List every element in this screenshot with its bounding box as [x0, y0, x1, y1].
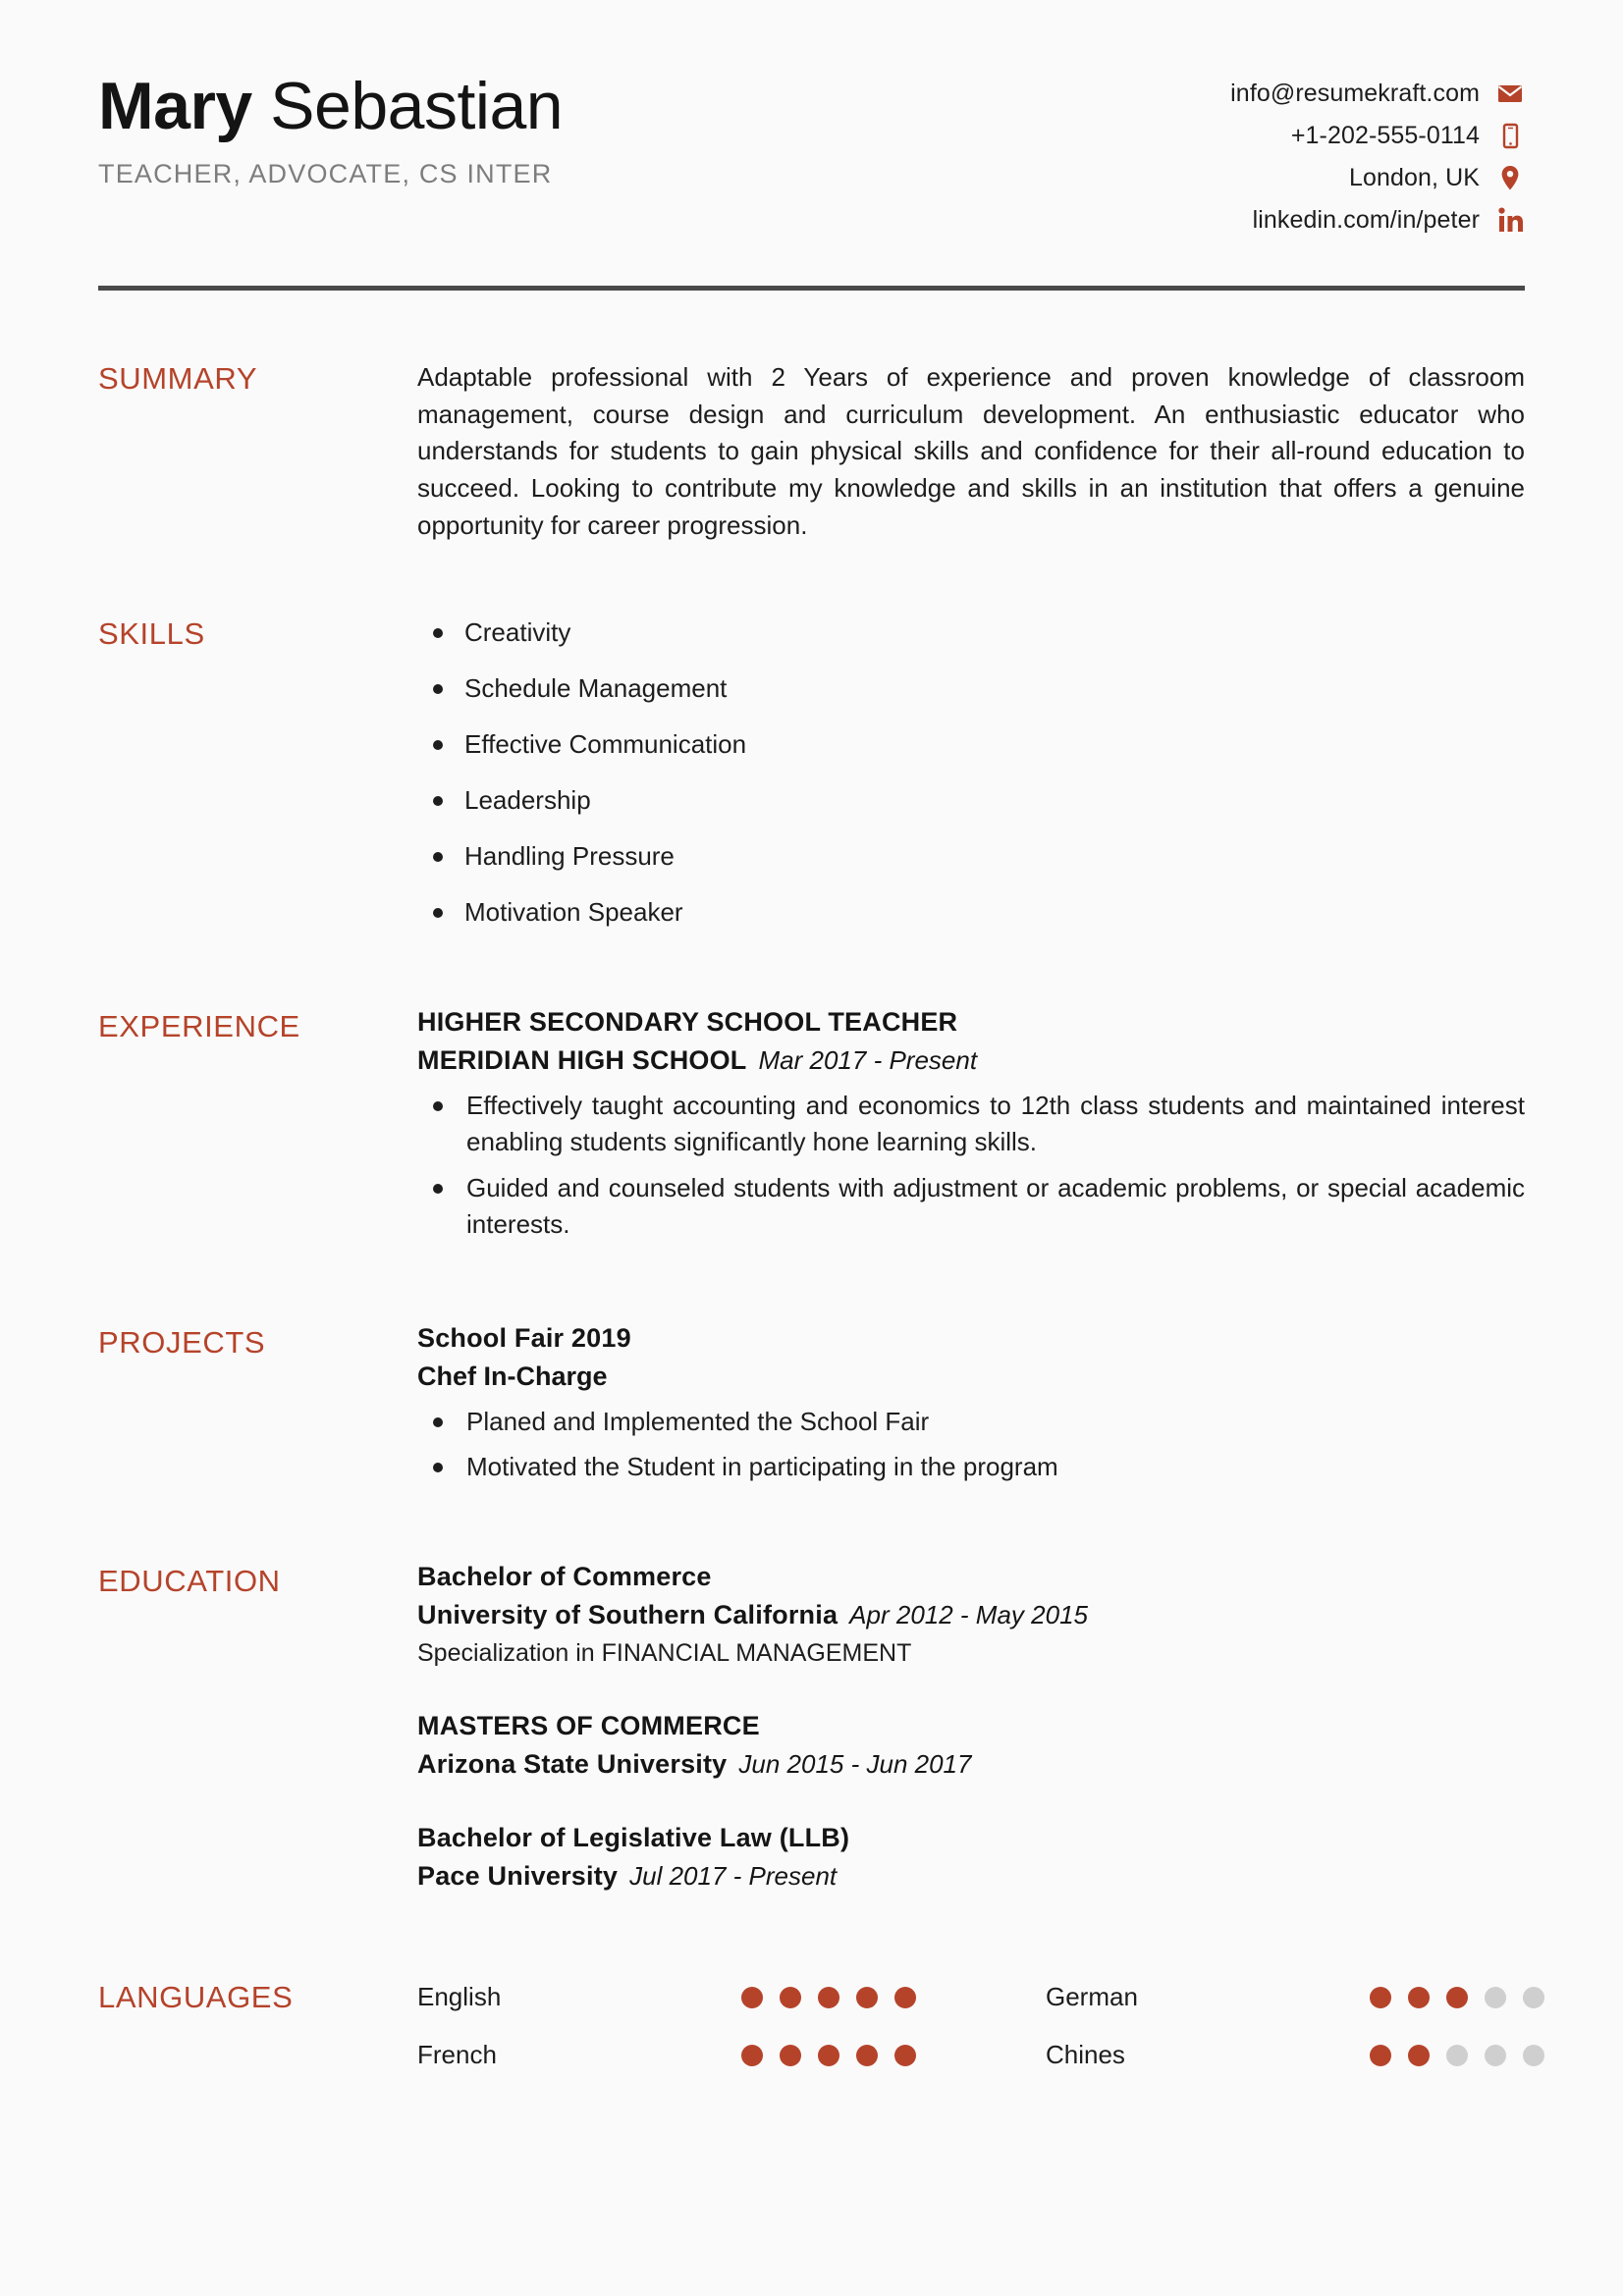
- education-date: Jul 2017 - Present: [629, 1861, 838, 1892]
- language-rating: [1370, 1987, 1544, 2008]
- rating-dot-filled: [856, 1987, 878, 2008]
- project-title: School Fair 2019: [417, 1322, 631, 1353]
- contact-row-email[interactable]: [1230, 79, 1525, 108]
- list-item: Handling Pressure: [417, 838, 1525, 875]
- summary-body: [417, 359, 1525, 544]
- email-text: info@resumekraft.com: [1230, 79, 1480, 107]
- section-label-projects: PROJECTS: [98, 1324, 266, 1360]
- section-summary: [98, 359, 1525, 544]
- language-rating: [741, 2045, 1046, 2066]
- project-entry: [417, 1323, 1525, 1486]
- header-divider: [98, 286, 1525, 291]
- institution-line: [417, 1749, 1525, 1780]
- section-education: [98, 1562, 1525, 1892]
- section-projects: [98, 1323, 1525, 1486]
- map-pin-icon: [1495, 163, 1525, 192]
- list-item: Motivated the Student in participating in the program: [417, 1449, 1525, 1485]
- degree-title: Bachelor of Legislative Law (LLB): [417, 1823, 850, 1853]
- language-rating: [1370, 2045, 1544, 2066]
- list-item: Schedule Management: [417, 670, 1525, 707]
- identity-block: [98, 65, 563, 189]
- education-date: Jun 2015 - Jun 2017: [738, 1749, 972, 1780]
- section-label-experience: EXPERIENCE: [98, 1008, 300, 1043]
- education-entry: [417, 1823, 1525, 1892]
- list-item: Creativity: [417, 614, 1525, 651]
- languages-grid: [417, 1978, 1525, 2070]
- language-name: English: [417, 1982, 502, 2012]
- experience-body: [417, 1007, 1525, 1243]
- candidate-headline: TEACHER, ADVOCATE, CS INTER: [98, 159, 553, 188]
- list-item: Effectively taught accounting and economics to 12th class students and maintained interest enabling students significantly hone learning skills.: [417, 1088, 1525, 1160]
- section-label-summary: SUMMARY: [98, 361, 258, 396]
- rating-dot-filled: [1408, 2045, 1430, 2066]
- rating-dot-filled: [741, 2045, 763, 2066]
- rating-dot-empty: [1523, 2045, 1544, 2066]
- education-note: Specialization in FINANCIAL MANAGEMENT: [417, 1639, 912, 1668]
- rating-dot-filled: [1370, 1987, 1391, 2008]
- job-date: Mar 2017 - Present: [758, 1044, 978, 1075]
- section-languages: [98, 1978, 1525, 2070]
- linkedin-icon: [1495, 205, 1525, 235]
- rating-dot-filled: [1408, 1987, 1430, 2008]
- section-experience: [98, 1007, 1525, 1243]
- rating-dot-filled: [818, 2045, 839, 2066]
- rating-dot-filled: [780, 1987, 801, 2008]
- language-name: Chines: [1046, 2040, 1125, 2070]
- institution-name: Arizona State University: [417, 1749, 728, 1780]
- project-bullets: [417, 1404, 1525, 1486]
- job-title: HIGHER SECONDARY SCHOOL TEACHER: [417, 1006, 958, 1037]
- education-entry: [417, 1711, 1525, 1780]
- given-name: Mary: [98, 69, 252, 143]
- education-entry: [417, 1562, 1525, 1668]
- language-name: French: [417, 2040, 497, 2070]
- job-organization: MERIDIAN HIGH SCHOOL: [417, 1044, 747, 1075]
- contact-block: [1230, 65, 1525, 235]
- degree-title: Bachelor of Commerce: [417, 1562, 712, 1592]
- language-rating: [741, 1987, 1046, 2008]
- section-label-education: EDUCATION: [98, 1564, 281, 1599]
- list-item: Guided and counseled students with adjustment or academic problems, or special academic interests.: [417, 1170, 1525, 1243]
- institution-line: [417, 1600, 1525, 1630]
- summary-text: Adaptable professional with 2 Years of experience and proven knowledge of classroom management, course design and curriculum development. An enthusiastic educator who understands for students to gain physical skills and confidence for their all-round education to succeed. Looking to contribute my knowledge and skills in an institution that offers a genuine opportunity for career progression.: [417, 362, 1525, 540]
- section-label-languages: LANGUAGES: [98, 1980, 294, 2015]
- institution-name: Pace University: [417, 1861, 619, 1892]
- rating-dot-filled: [818, 1987, 839, 2008]
- linkedin-text: linkedin.com/in/peter: [1252, 205, 1480, 234]
- section-skills: [98, 614, 1525, 930]
- job-org-line: [417, 1045, 1525, 1076]
- rating-dot-empty: [1523, 1987, 1544, 2008]
- rating-dot-filled: [741, 1987, 763, 2008]
- skills-list: [417, 614, 1525, 930]
- degree-title: MASTERS OF COMMERCE: [417, 1711, 760, 1741]
- institution-name: University of Southern California: [417, 1600, 839, 1630]
- languages-body: [417, 1978, 1525, 2070]
- rating-dot-filled: [894, 1987, 916, 2008]
- projects-body: [417, 1323, 1525, 1486]
- section-label-skills: SKILLS: [98, 616, 205, 652]
- contact-row-phone[interactable]: [1291, 121, 1525, 150]
- list-item: Planed and Implemented the School Fair: [417, 1404, 1525, 1440]
- resume-header: [98, 0, 1525, 235]
- mobile-phone-icon: [1495, 121, 1525, 150]
- contact-row-location[interactable]: [1349, 163, 1525, 192]
- contact-row-linkedin[interactable]: [1253, 205, 1525, 235]
- list-item: Motivation Speaker: [417, 894, 1525, 931]
- project-role: Chef In-Charge: [417, 1361, 608, 1391]
- education-date: Apr 2012 - May 2015: [849, 1600, 1088, 1630]
- experience-entry: [417, 1007, 1525, 1243]
- list-item: Leadership: [417, 782, 1525, 819]
- language-name: German: [1046, 1982, 1138, 2012]
- family-name: Sebastian: [270, 69, 564, 143]
- list-item: Effective Communication: [417, 726, 1525, 763]
- rating-dot-empty: [1485, 2045, 1506, 2066]
- rating-dot-empty: [1485, 1987, 1506, 2008]
- candidate-name: [98, 69, 564, 143]
- rating-dot-filled: [1370, 2045, 1391, 2066]
- skills-body: [417, 614, 1525, 930]
- phone-text: +1-202-555-0114: [1290, 121, 1480, 149]
- institution-line: [417, 1861, 1525, 1892]
- location-text: London, UK: [1348, 163, 1480, 191]
- experience-bullets: [417, 1088, 1525, 1243]
- envelope-icon: [1495, 79, 1525, 108]
- education-body: [417, 1562, 1525, 1892]
- rating-dot-filled: [1446, 1987, 1468, 2008]
- rating-dot-filled: [894, 2045, 916, 2066]
- rating-dot-empty: [1446, 2045, 1468, 2066]
- rating-dot-filled: [856, 2045, 878, 2066]
- rating-dot-filled: [780, 2045, 801, 2066]
